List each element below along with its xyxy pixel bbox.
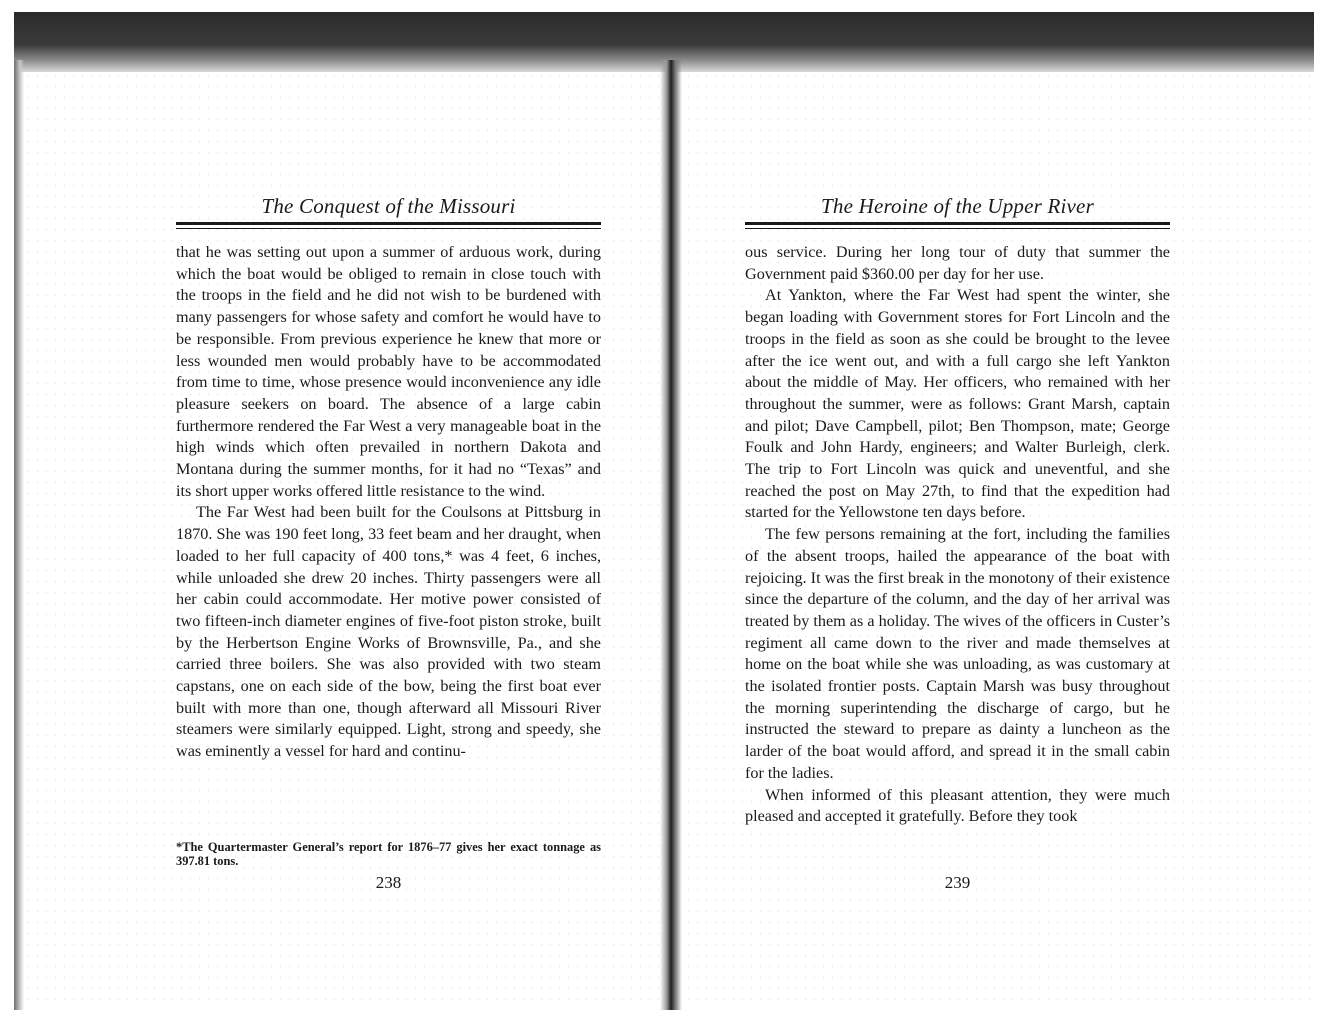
right-page-number: 239 bbox=[944, 873, 971, 892]
right-running-head: The Heroine of the Upper River bbox=[821, 194, 1094, 218]
right-paragraph: At Yankton, where the Far West had spent the winter, she began loading with Government stores for Fort Lincoln and the troops in the field as soon as she could be brought to the levee after the ice went out, and with a full cargo she left Yankton about the middle of May. Her officers, who remained with her throughout the summer, were as follows: Grant Marsh, captain and pilot; Dave Campbell, pilot; Ben Thompson, mate; George Foulk and John Hardy, engineers; and Walter Burleigh, clerk. The trip to Fort Lincoln was quick and uneventful, and she reached the post on May 27th, to find that the expedition had started for the Yellowstone ten days before. bbox=[745, 286, 1170, 522]
right-paragraph: The few persons remaining at the fort, including the families of the absent troops, hailed the appearance of the boat with rejoicing. It was the first break in the monotony of their existence since the departure of the column, and the day of her arrival was treated by them as a holiday. The wives of the officers in Custer’s regiment all came down to the river and made themselves at home on the boat while she was unloading, as was customary at the isolated frontier posts. Captain Marsh was busy throughout the morning superintending the discharge of cargo, but he instructed the steward to prepare as dainty a luncheon as the larder of the boat would afford, and spread it in the small cabin for the ladies. bbox=[745, 525, 1170, 782]
right-head-rule-thin bbox=[745, 228, 1170, 229]
left-footnote-block bbox=[176, 840, 601, 868]
scan-left-shadow bbox=[14, 60, 24, 1010]
left-head-rule bbox=[176, 222, 601, 225]
left-head-rule-thin bbox=[176, 228, 601, 229]
right-body-text bbox=[745, 242, 1170, 828]
left-body-text bbox=[176, 242, 601, 763]
right-paragraph: When informed of this pleasant attention, they were much pleased and accepted it gratefully. Before they took bbox=[745, 785, 1170, 826]
footnote: *The Quartermaster General’s report for 1876–77 gives her exact tonnage as 397.81 tons. bbox=[176, 840, 601, 868]
book-spine bbox=[660, 60, 682, 1010]
right-head-rule bbox=[745, 222, 1170, 225]
left-paragraph: that he was setting out upon a summer of arduous work, during which the boat would be obliged to remain in close touch with the troops in the field and he did not wish to be burdened with many passengers for whose safety and comfort he would have to be responsible. From previous experience he knew that more or less wounded men would probably have to be accommodated from time to time, whose presence would inconvenience any idle pleasure seekers on board. The absence of a large cabin furthermore rendered the Far West a very manageable boat in the high winds which often prevailed in northern Dakota and Montana during the summer months, for it had no “Texas” and its short upper works offered little resistance to the wind. bbox=[176, 243, 601, 500]
left-paragraph: The Far West had been built for the Coulsons at Pittsburg in 1870. She was 190 feet long, 33 feet beam and her draught, when loaded to her full capacity of 400 tons,* was 4 feet, 6 inches, while unloaded she drew 20 inches. Thirty passengers were all her cabin could accommodate. Her motive power consisted of two fifteen-inch diameter engines of five-foot piston stroke, built by the Herbertson Engine Works of Brownsville, Pa., and she carried three boilers. She was also provided with two steam capstans, one on each side of the bow, being the first boat ever built with more than one, though afterward all Missouri River steamers were similarly equipped. Light, strong and speedy, she was eminently a vessel for hard and continu- bbox=[176, 503, 601, 761]
left-running-head: The Conquest of the Missouri bbox=[261, 194, 516, 218]
right-paragraph: ous service. During her long tour of duty that summer the Government paid $360.00 per day for her use. bbox=[745, 243, 1170, 283]
left-page-number: 238 bbox=[375, 873, 402, 892]
